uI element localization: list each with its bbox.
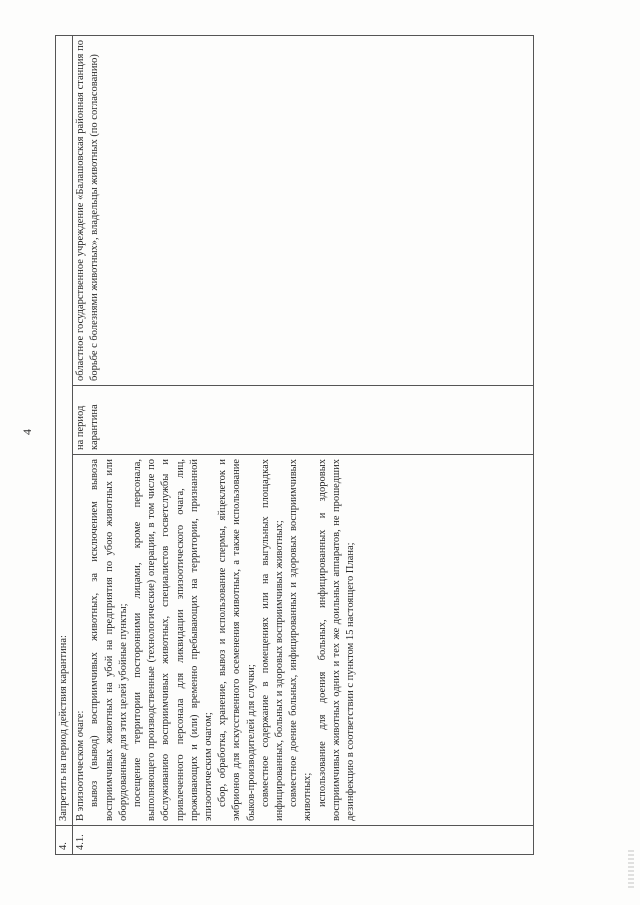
- item-row: [73, 36, 534, 855]
- measure-paragraph: сбор, обработка, хранение, вывоз и использование спермы, яйцеклеток и эмбрионов для искусственного осеменения животных, а также использование быков-производителей для случки;: [217, 459, 257, 821]
- plan-table: [55, 35, 534, 855]
- measure-paragraph: использование для доения больных, инфицированных и здоровых восприимчивых животных одних и тех же доильных аппаратов, не прошедших дезинфекцию в соответствии с пунктом 15 настоящего Плана;: [316, 459, 357, 821]
- item-number: 4.1.: [73, 826, 534, 855]
- page-number: 4: [20, 429, 34, 435]
- measure-paragraph: совместное доение больных, инфицированных и здоровых восприимчивых животных;: [288, 459, 314, 821]
- item-lead: В эпизоотическом очаге:: [75, 710, 87, 821]
- responsible-cell: областное государственное учреждение «Балашовская районная станция по борьбе с болезнями животных», владельцы животных (по согласованию): [73, 36, 534, 386]
- section-number: 4.: [56, 826, 73, 855]
- rotated-content: [20, 35, 555, 855]
- measures-cell: [73, 455, 534, 826]
- measure-paragraph: вывоз (вывод) восприимчивых животных, за исключением вывоза восприимчивых животных на убой на предприятия по убою животных или оборудованные для этих целей убойные пункты;: [89, 459, 129, 821]
- scan-artifact: [628, 850, 634, 890]
- measure-paragraph: совместное содержание в помещениях или на выгульных площадках инфицированных, больных и здоровых восприимчивых животных;: [259, 459, 286, 821]
- period-cell: на период карантина: [73, 386, 534, 455]
- section-row: [56, 36, 73, 855]
- measure-paragraph: посещение территории посторонними лицами, кроме персонала, выполняющего производственные (технологические) операции, в том числе по обслуживанию восприимчивых животных, специалистов госветслужбы и привлеченного персонала для ликвидации эпизоотического очага, лиц, проживающих и (или) временно пребывающих на территории, признанной эпизоотическим очагом;: [132, 459, 215, 821]
- section-title: Запретить на период действия карантина:: [56, 36, 73, 826]
